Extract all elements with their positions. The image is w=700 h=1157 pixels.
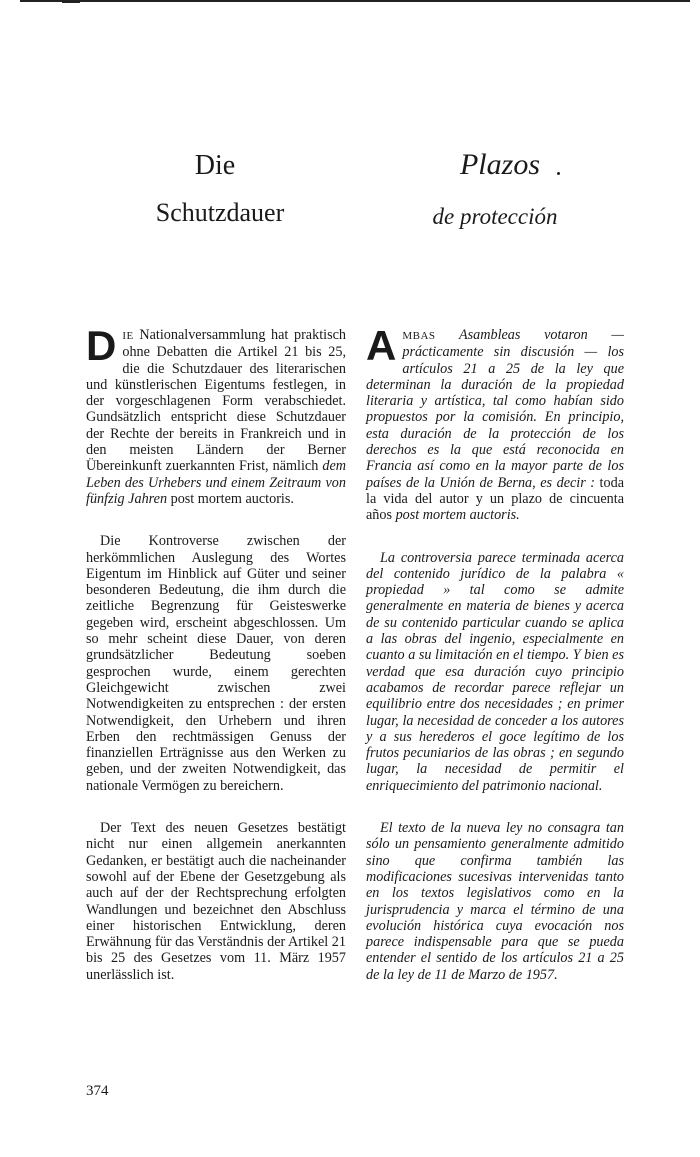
spanish-title-line2: de protección [432, 204, 558, 229]
spanish-paragraph-2: La controversia parece terminada acerca del contenido jurídico de la palabra « propiedad » tal como se admite generalmente en materia de bienes y acerca de su contenido particular cuando se aplica a las obras del ingenio, especialmente en cuanto a su limitación en el tiempo. Y bien es verdad que esa duración cuyo principio acabamos de recordar parece reflejar un equilibrio entre dos necesidades ; en primer lugar, la necesidad de conceder a los autores y a sus herederos el goce legítimo de los frutos pecuniarios de las obras ; en segundo lugar, la necesidad de permitir el enriquecimiento del patrimonio nacional. [366, 549, 624, 794]
top-rule-mark [62, 0, 80, 3]
german-paragraph-3: Der Text des neuen Gesetzes bestätigt nicht nur einen allgemein anerkannten Gedanken, er bestätigt auch die nacheinander sowohl auf der Ebene der Gesetzgebung als auch auf der der Rechtsprechung erfolgten Wandlungen und bezeichnet den Abschluss einer historischen Entwicklung, deren Erwähnung für das Verständnis der Artikel 21 bis 25 des Gesetzes vom 11. März 1957 unerlässlich ist. [86, 820, 346, 983]
german-p1-text1: Nationalversammlung hat praktisch ohne Debatten die Artikel 21 bis 25, die die Schutzdauer des literarischen und künstlerischen Eigentums festlegen, in der vorgeschlagenen Form verabschiedet. Gundsätzlich entspricht diese Schutzdauer der Rechte der bereits in Frankreich und in den meisten Ländern der Berner Übereinkunft zuerkannten Frist, nämlich [86, 327, 346, 475]
page-number: 374 [86, 1083, 109, 1099]
german-p1-italic: dem Leben des Urhebers und einem Zeitraum von fünfzig Jahren [86, 458, 346, 507]
german-paragraph-1 [86, 322, 346, 507]
spanish-dropcap: A [366, 322, 397, 369]
title-dot-mark [557, 172, 560, 175]
spanish-column [366, 322, 624, 1009]
spanish-title-line1: Plazos [459, 148, 540, 181]
spanish-p1-text1: toda la vida del autor y un plazo de cincuenta años [366, 474, 624, 524]
top-rule [20, 0, 690, 2]
german-smallcaps: IE [122, 330, 134, 342]
german-column [86, 322, 346, 1009]
german-paragraph-2: Die Kontroverse zwischen der herkömmlichen Auslegung des Wortes Eigentum im Hinblick auf Güter und seiner besonderen Bedeutung, die ihm durch die zeitliche Begrenzung für Geisteswerke gegeben wird, erscheint abgeschlossen. Um so mehr scheint diese Dauer, von deren grundsätzlicher Bedeutung soeben gesprochen wurde, einem gerechten Gleichgewicht zwischen zwei Notwendigkeiten zu entsprechen : der ersten Notwendigkeit, den Urhebern und ihren Erben den rechtmässigen Genuss der finanziellen Erträgnisse aus den Werken zu geben, und der zweiten Notwendigkeit, das nationale Vermögen zu bereichern. [86, 533, 346, 794]
german-dropcap: D [86, 322, 117, 369]
german-p1-text2: post mortem auctoris. [167, 490, 294, 507]
spanish-paragraph-3: El texto de la nueva ley no consagra tan sólo un pensamiento generalmente admitido sino que confirma también las modificaciones sucesivas intervenidas tanto en los textos legislativos como en la jurisprudencia y marca el término de una evolución histórica cuya evocación nos parece indispensable para que se pueda entender el sentido de los artículos 21 a 25 de la ley de 11 de Marzo de 1957. [366, 820, 624, 983]
spanish-p1-italic2: post mortem auctoris. [395, 507, 520, 524]
spanish-p1-italic: Asambleas votaron — prácticamente sin discusión — los artículos 21 a 25 de la ley que determinan la duración de la propiedad literaria y artística, tal como habían sido propuestos por la comisión. En principio, esta duración de la protección de los derechos es la que está reconocida en Francia así como en la mayor parte de los países de la Unión de Berna, es decir : [366, 327, 624, 491]
spanish-paragraph-1 [366, 322, 624, 524]
spanish-smallcaps: MBAS [402, 330, 436, 342]
german-title-line1: Die [194, 150, 236, 181]
german-title-line2: Schutzdauer [155, 198, 285, 227]
